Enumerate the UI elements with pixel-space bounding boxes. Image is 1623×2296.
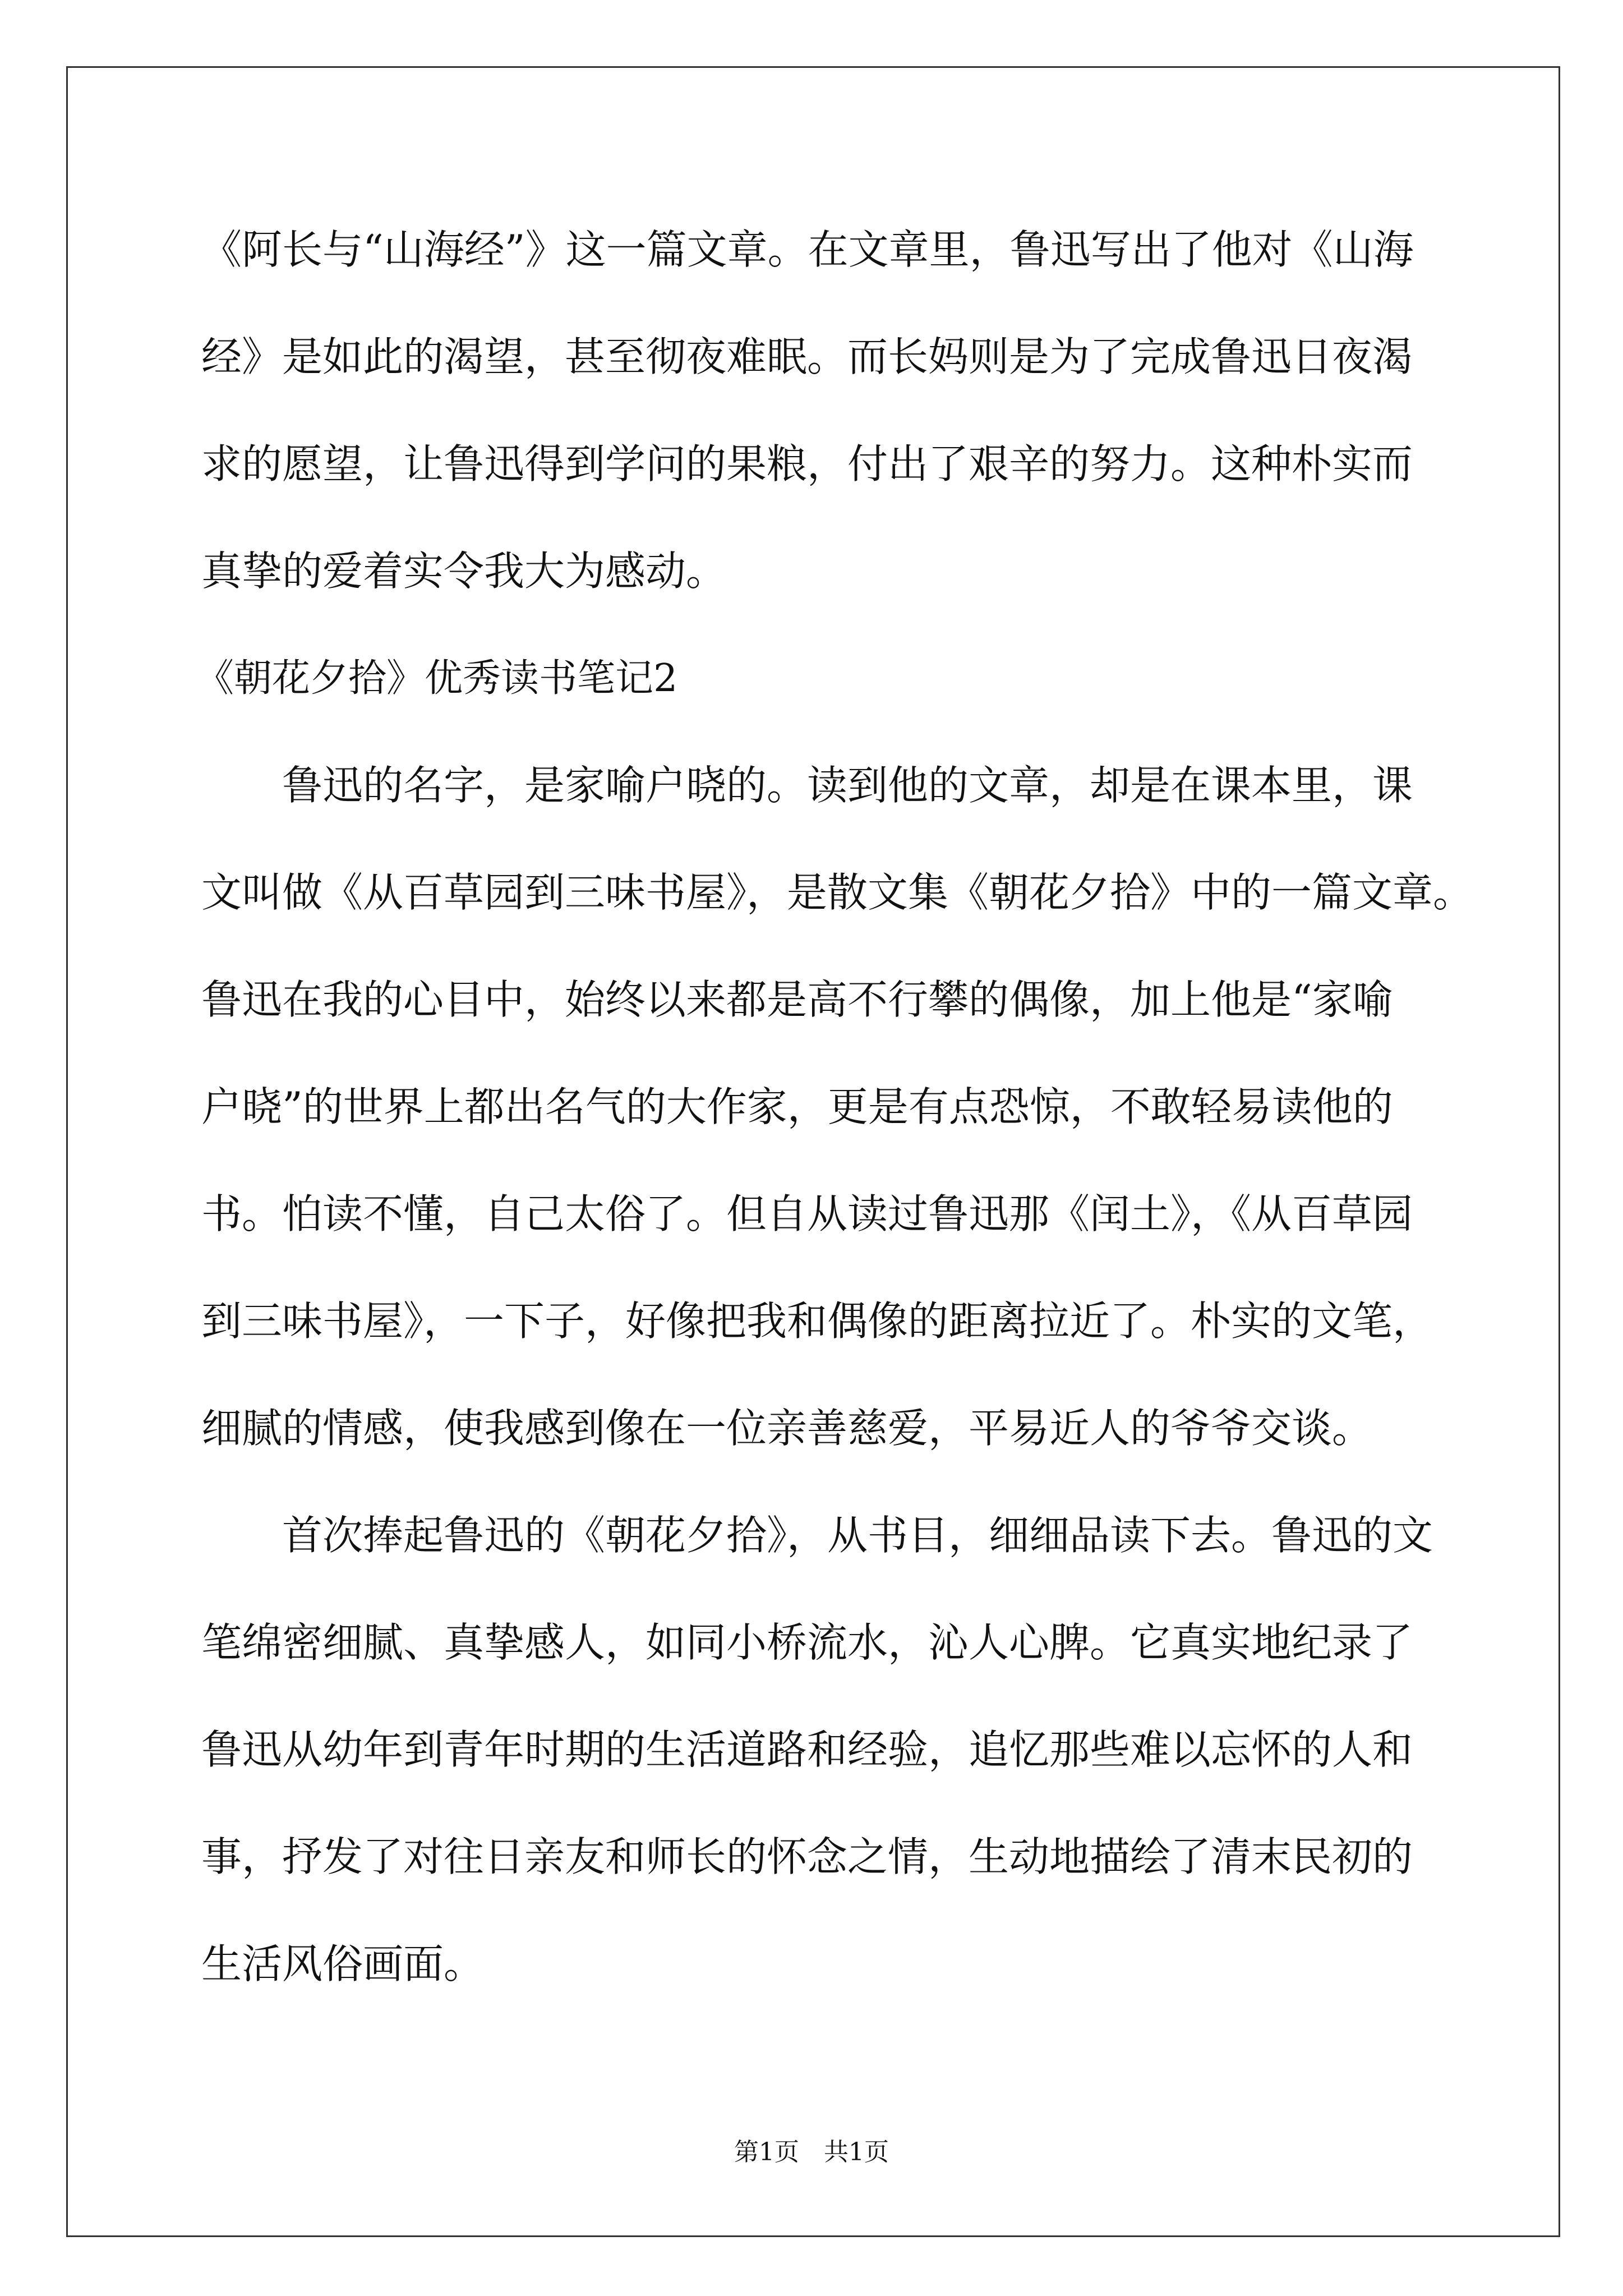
paragraph-2 xyxy=(201,1482,1547,2018)
text-line: 到三味书屋》，一下子，好像把我和偶像的距离拉近了。朴实的文笔， xyxy=(201,1297,1433,1345)
text-line: 鲁迅的名字，是家喻户晓的。读到他的文章，却是在课本里，课 xyxy=(282,762,1413,809)
text-line: 鲁迅在我的心目中，始终以来都是高不行攀的偶像，加上他是“家喻 xyxy=(201,976,1393,1023)
text-line: 生活风俗画面。 xyxy=(201,1940,485,1987)
paragraph-1 xyxy=(201,732,1547,1482)
text-line: 文叫做《从百草园到三味书屋》，是散文集《朝花夕拾》中的一篇文章。 xyxy=(201,869,1474,916)
page-footer: 第1页 共1页 xyxy=(734,2138,889,2166)
section-heading: 《朝花夕拾》优秀读书笔记2 xyxy=(196,656,678,701)
intro-paragraph xyxy=(201,196,1547,625)
text-line: 经》是如此的渴望，甚至彻夜难眠。而长妈则是为了完成鲁迅日夜渴 xyxy=(201,333,1413,380)
text-line: 首次捧起鲁迅的《朝花夕拾》，从书目，细细品读下去。鲁迅的文 xyxy=(282,1512,1433,1559)
text-line: 真挚的爱着实令我大为感动。 xyxy=(201,547,727,595)
text-line: 细腻的情感，使我感到像在一位亲善慈爱，平易近人的爷爷交谈。 xyxy=(201,1405,1373,1452)
document-body xyxy=(196,196,1547,2018)
text-line: 求的愿望，让鲁迅得到学问的果粮，付出了艰辛的努力。这种朴实而 xyxy=(201,440,1413,487)
text-line: 户晓”的世界上都出名气的大作家，更是有点恐惊，不敢轻易读他的 xyxy=(201,1083,1393,1130)
text-line: 《阿长与“山海经”》这一篇文章。在文章里，鲁迅写出了他对《山海 xyxy=(201,226,1414,273)
text-line: 事，抒发了对往日亲友和师长的怀念之情，生动地描绘了清末民初的 xyxy=(201,1833,1413,1880)
text-line: 书。怕读不懂，自己太俗了。但自从读过鲁迅那《闰土》，《从百草园 xyxy=(201,1190,1413,1237)
text-line: 鲁迅从幼年到青年时期的生活道路和经验，追忆那些难以忘怀的人和 xyxy=(201,1726,1413,1773)
text-line: 笔绵密细腻、真挚感人，如同小桥流水，沁人心脾。它真实地纪录了 xyxy=(201,1619,1413,1666)
